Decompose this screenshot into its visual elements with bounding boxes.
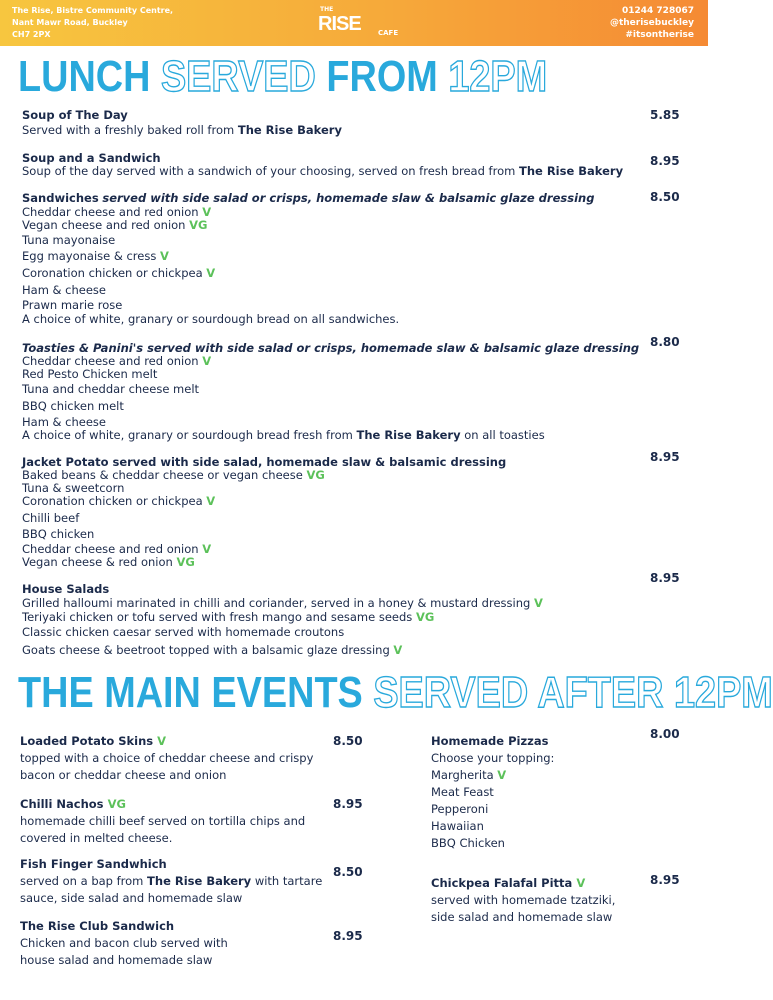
address-line: Nant Mawr Road, Buckley xyxy=(12,18,128,27)
list-item xyxy=(431,802,488,816)
list-item xyxy=(22,266,215,280)
list-item xyxy=(431,836,505,850)
heading-word: LUNCH xyxy=(18,52,151,101)
nachos-desc: homemade chilli beef served on tortilla chips and xyxy=(20,814,306,828)
vegetarian-tag: V xyxy=(206,266,216,280)
fish-name: Fish Finger Sandwhich xyxy=(20,857,167,871)
item-text: Vegan cheese & red onion xyxy=(22,555,173,569)
soup-name: Soup of The Day xyxy=(22,108,128,122)
item-text: Margherita xyxy=(431,768,494,782)
item-text: Coronation chicken or chickpea xyxy=(22,266,203,280)
heading-word: SERVED AFTER 12PM xyxy=(373,668,773,717)
vegetarian-tag: V xyxy=(206,494,216,508)
address-line: CH7 2PX xyxy=(12,30,51,39)
vegetarian-tag: V xyxy=(576,876,586,890)
soup-sandwich-name: Soup and a Sandwich xyxy=(22,151,161,165)
item-text: Ham & cheese xyxy=(22,415,107,429)
fish-desc: sauce, side salad and homemade slaw xyxy=(20,891,243,905)
desc-text: with tartare xyxy=(251,874,323,888)
skins-name xyxy=(20,734,166,748)
list-item xyxy=(22,596,543,610)
item-text: Baked beans & cheddar cheese or vegan cheese xyxy=(22,468,303,482)
skins-desc: bacon or cheddar cheese and onion xyxy=(20,768,227,782)
item-text: Tuna and cheddar cheese melt xyxy=(22,382,200,396)
toasties-price: 8.80 xyxy=(650,335,680,349)
item-text: Vegan cheese and red onion xyxy=(22,218,186,232)
pitta-desc: served with homemade tzatziki, xyxy=(431,893,616,907)
brand-name: The Rise Bakery xyxy=(356,428,461,442)
list-item xyxy=(22,205,211,219)
club-price: 8.95 xyxy=(333,929,363,943)
address-block xyxy=(12,5,173,41)
brand-name: The Rise Bakery xyxy=(147,874,252,888)
fish-desc xyxy=(20,874,322,888)
item-text: A choice of white, granary or sourdough bread fresh from xyxy=(22,428,353,442)
heading-word: SERVED xyxy=(160,52,316,101)
pizzas-price: 8.00 xyxy=(650,727,680,741)
social-handle: @therisebuckley xyxy=(609,18,694,28)
heading-word: 12PM xyxy=(448,52,548,101)
list-item xyxy=(22,527,94,541)
item-text: Red Pesto Chicken melt xyxy=(22,367,158,381)
vegetarian-tag: V xyxy=(533,596,543,610)
vegan-tag: VG xyxy=(189,218,208,232)
soup-price: 5.85 xyxy=(650,108,680,122)
header-banner xyxy=(0,0,708,46)
item-text: Teriyaki chicken or tofu served with fresh mango and sesame seeds xyxy=(22,610,413,624)
club-desc: house salad and homemade slaw xyxy=(20,953,213,967)
desc-text: Served with a freshly baked roll from xyxy=(22,123,235,137)
hashtag: #itsontherise xyxy=(625,30,694,40)
list-item xyxy=(431,819,484,833)
list-item xyxy=(22,218,207,232)
skins-desc: topped with a choice of cheddar cheese and crispy xyxy=(20,751,314,765)
lunch-heading xyxy=(18,54,547,100)
soup-sandwich-desc xyxy=(22,164,623,178)
section-subtitle: served with side salad or crisps, homemade slaw & balsamic glaze dressing xyxy=(102,191,595,205)
vegetarian-tag: V xyxy=(393,643,403,657)
vegan-tag: VG xyxy=(415,610,435,624)
logo-the: THE xyxy=(320,6,334,13)
vegan-tag: VG xyxy=(107,797,126,811)
list-item xyxy=(22,494,215,508)
item-text: Cheddar cheese and red onion xyxy=(22,542,199,556)
section-name: Sandwiches xyxy=(22,191,99,205)
list-item xyxy=(22,428,545,442)
list-item xyxy=(22,610,434,624)
item-text: BBQ Chicken xyxy=(431,836,505,850)
list-item xyxy=(22,298,122,312)
vegetarian-tag: V xyxy=(202,205,212,219)
contact-block xyxy=(610,5,694,41)
nachos-desc: covered in melted cheese. xyxy=(20,831,173,845)
nachos-price: 8.95 xyxy=(333,797,363,811)
item-text: Coronation chicken or chickpea xyxy=(22,494,203,508)
phone-number: 01244 728067 xyxy=(621,6,694,16)
item-text: Grilled halloumi marinated in chilli and coriander, served in a honey & mustard dressing xyxy=(22,596,531,610)
item-text: Tuna mayonaise xyxy=(22,233,116,247)
item-text: BBQ chicken melt xyxy=(22,399,124,413)
vegetarian-tag: V xyxy=(157,734,167,748)
pitta-name xyxy=(431,876,585,890)
pitta-price: 8.95 xyxy=(650,873,680,887)
item-text: Cheddar cheese and red onion xyxy=(22,354,199,368)
pizzas-intro: Choose your topping: xyxy=(431,751,555,765)
list-item xyxy=(22,399,124,413)
soup-desc xyxy=(22,123,342,137)
potato-title: Jacket Potato served with side salad, homemade slaw & balsamic dressing xyxy=(22,455,507,469)
salads-title: House Salads xyxy=(22,582,110,596)
vegetarian-tag: V xyxy=(160,249,169,263)
desc-text: served on a bap from xyxy=(20,874,144,888)
list-item xyxy=(22,468,325,482)
heading-word: THE MAIN EVENTS xyxy=(18,668,363,717)
list-item xyxy=(22,283,106,297)
desc-text: on all toasties xyxy=(460,428,545,442)
item-text: Goats cheese & beetroot topped with a balsamic glaze dressing xyxy=(22,643,390,657)
item-text: Pepperoni xyxy=(431,802,489,816)
main-events-heading xyxy=(18,670,773,716)
item-text: Prawn marie rose xyxy=(22,298,123,312)
potato-price: 8.95 xyxy=(650,450,680,464)
list-item xyxy=(22,643,402,657)
list-item xyxy=(22,542,211,556)
item-text: Chilli beef xyxy=(22,511,80,525)
list-item xyxy=(22,354,211,368)
item-name: Chickpea Falafal Pitta xyxy=(431,876,573,890)
pizzas-name: Homemade Pizzas xyxy=(431,734,549,748)
address-line: The Rise, Bistre Community Centre, xyxy=(12,6,174,15)
list-item xyxy=(22,382,199,396)
logo-cafe: CAFE xyxy=(378,29,399,37)
item-text: Cheddar cheese and red onion xyxy=(22,205,199,219)
soup-sandwich-price: 8.95 xyxy=(650,154,680,168)
sandwiches-price: 8.50 xyxy=(650,190,680,204)
list-item xyxy=(22,555,195,569)
salads-price: 8.95 xyxy=(650,571,680,585)
list-item xyxy=(22,249,169,263)
vegetarian-tag: V xyxy=(202,542,212,556)
vegan-tag: VG xyxy=(306,468,325,482)
list-item xyxy=(22,233,115,247)
logo-rise: RISE xyxy=(318,13,361,35)
list-item xyxy=(22,625,344,639)
club-name: The Rise Club Sandwich xyxy=(20,919,175,933)
brand-name: The Rise Bakery xyxy=(237,123,342,137)
item-text: Tuna & sweetcorn xyxy=(22,481,125,495)
list-item xyxy=(22,367,157,381)
list-item xyxy=(22,415,106,429)
item-text: BBQ chicken xyxy=(22,527,95,541)
item-text: A choice of white, granary or sourdough bread on all sandwiches. xyxy=(22,312,400,326)
list-item xyxy=(431,768,506,782)
list-item xyxy=(22,312,399,326)
nachos-name xyxy=(20,797,126,811)
item-text: Hawaiian xyxy=(431,819,484,833)
item-name: Loaded Potato Skins xyxy=(20,734,154,748)
sandwiches-title xyxy=(22,191,594,205)
item-name: Chilli Nachos xyxy=(20,797,104,811)
brand-name: The Rise Bakery xyxy=(518,164,624,178)
skins-price: 8.50 xyxy=(333,734,363,748)
item-text: Classic chicken caesar served with homemade croutons xyxy=(22,625,345,639)
list-item xyxy=(22,511,79,525)
item-text: Egg mayonaise & cress xyxy=(22,249,157,263)
fish-price: 8.50 xyxy=(333,865,363,879)
pitta-desc: side salad and homemade slaw xyxy=(431,910,613,924)
toasties-title: Toasties & Panini's served with side salad or crisps, homemade slaw & balsamic glaze dressing xyxy=(22,341,640,355)
list-item xyxy=(22,481,124,495)
desc-text: Soup of the day served with a sandwich of your choosing, served on fresh bread from xyxy=(22,164,516,178)
list-item xyxy=(431,785,494,799)
vegetarian-tag: V xyxy=(202,354,212,368)
club-desc: Chicken and bacon club served with xyxy=(20,936,228,950)
vegan-tag: VG xyxy=(176,555,195,569)
heading-word: FROM xyxy=(326,52,438,101)
item-text: Ham & cheese xyxy=(22,283,107,297)
item-text: Meat Feast xyxy=(431,785,494,799)
vegetarian-tag: V xyxy=(497,768,507,782)
